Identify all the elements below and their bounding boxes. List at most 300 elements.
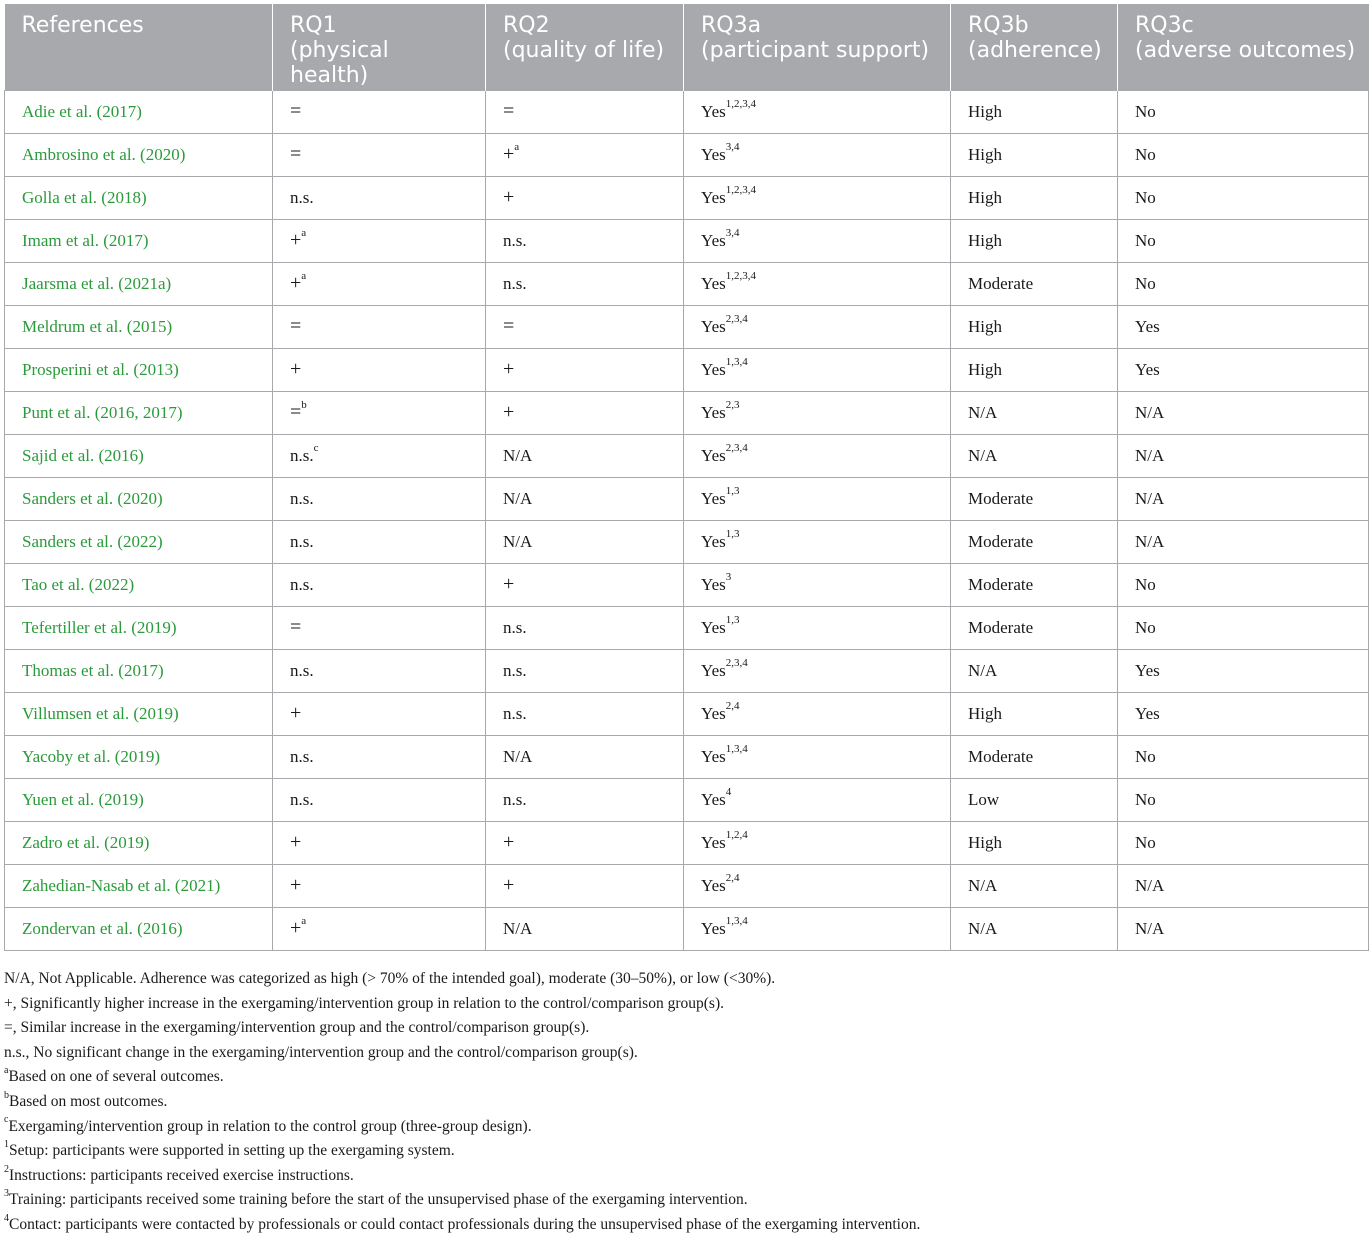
cell-reference — [5, 692, 273, 735]
adverse-value: No — [1135, 832, 1156, 852]
adherence-value: Moderate — [968, 574, 1034, 594]
reference-year-link[interactable]: 2017 — [108, 230, 143, 250]
cell-rq3b — [951, 477, 1118, 520]
cell-rq3c — [1118, 90, 1369, 133]
rq2-value: + — [503, 831, 515, 853]
rq2-value: N/A — [503, 918, 533, 938]
cell-rq3a — [684, 864, 951, 907]
adherence-value: N/A — [968, 402, 998, 422]
cell-rq3c — [1118, 176, 1369, 219]
footnote-text: Instructions: participants received exercise instructions. — [9, 1166, 354, 1184]
cell-rq3a — [684, 477, 951, 520]
footnote — [4, 1188, 1368, 1213]
cell-rq3a — [684, 176, 951, 219]
adverse-value: N/A — [1135, 531, 1165, 551]
reference-year-link[interactable]: 2017 — [123, 660, 158, 680]
support-footnote-markers: 1,3 — [725, 613, 740, 626]
cell-rq1 — [273, 692, 486, 735]
cell-rq2 — [486, 563, 684, 606]
support-value: Yes — [701, 660, 726, 680]
cell-reference — [5, 563, 273, 606]
cell-rq3c — [1118, 649, 1369, 692]
rq1-value: + — [290, 917, 302, 939]
support-value: Yes — [701, 187, 726, 207]
cell-rq2 — [486, 778, 684, 821]
rq2-value: + — [503, 186, 515, 208]
cell-reference — [5, 391, 273, 434]
table-row — [5, 133, 1369, 176]
rq1-value: = — [290, 401, 302, 423]
reference-authors: Sajid et al. ( — [22, 445, 105, 465]
cell-rq3b — [951, 649, 1118, 692]
cell-rq2 — [486, 477, 684, 520]
support-footnote-markers: 1,3,4 — [725, 742, 748, 755]
reference-year-link[interactable]: 2022 — [123, 531, 158, 551]
cell-rq3b — [951, 821, 1118, 864]
cell-rq3a — [684, 606, 951, 649]
cell-rq3a — [684, 520, 951, 563]
adherence-value: High — [968, 316, 1002, 336]
support-footnote-markers: 1,2,3,4 — [725, 97, 756, 110]
footnote — [4, 1065, 1368, 1090]
adverse-value: No — [1135, 273, 1156, 293]
rq2-value: n.s. — [503, 703, 527, 723]
adherence-value: High — [968, 230, 1002, 250]
cell-rq3a — [684, 391, 951, 434]
cell-rq3a — [684, 692, 951, 735]
adverse-value: Yes — [1135, 316, 1160, 336]
reference-year-link[interactable]: 2022 — [94, 574, 129, 594]
cell-reference — [5, 606, 273, 649]
cell-rq3a — [684, 563, 951, 606]
table-row — [5, 735, 1369, 778]
rq1-value: = — [290, 616, 302, 638]
support-footnote-markers: 2,4 — [725, 871, 740, 884]
cell-rq3a — [684, 219, 951, 262]
cell-rq1 — [273, 563, 486, 606]
rq1-value: = — [290, 315, 302, 337]
reference-close: ) — [166, 316, 173, 336]
cell-rq2 — [486, 520, 684, 563]
table-row — [5, 692, 1369, 735]
cell-rq2 — [486, 219, 684, 262]
table-row — [5, 520, 1369, 563]
rq2-value: n.s. — [503, 617, 527, 637]
footnote-marker: a — [4, 1065, 9, 1077]
cell-reference — [5, 520, 273, 563]
footnote-text: Training: participants received some training before the start of the unsupervised phase of the exergaming intervention. — [9, 1191, 748, 1209]
rq2-value: n.s. — [503, 230, 527, 250]
cell-rq3b — [951, 520, 1118, 563]
cell-rq3c — [1118, 391, 1369, 434]
support-footnote-markers: 1,2,3,4 — [725, 269, 756, 282]
cell-rq3c — [1118, 778, 1369, 821]
cell-rq2 — [486, 305, 684, 348]
cell-rq1 — [273, 434, 486, 477]
adherence-value: Moderate — [968, 273, 1034, 293]
support-value: Yes — [701, 101, 726, 121]
cell-rq2 — [486, 391, 684, 434]
cell-rq1 — [273, 477, 486, 520]
cell-rq3b — [951, 305, 1118, 348]
support-footnote-markers: 1,2,4 — [725, 828, 748, 841]
reference-year-link[interactable]: 2015 — [132, 316, 167, 336]
cell-rq2 — [486, 907, 684, 950]
header-rq3c: RQ3c (adverse outcomes) — [1118, 4, 1369, 90]
cell-rq3a — [684, 348, 951, 391]
reference-close: ) — [214, 875, 221, 895]
cell-rq1 — [273, 864, 486, 907]
adverse-value: No — [1135, 144, 1156, 164]
cell-rq3b — [951, 907, 1118, 950]
reference-close: ) — [143, 832, 150, 852]
footnote — [4, 1139, 1368, 1164]
footnote-text: Based on one of several outcomes. — [8, 1068, 224, 1086]
cell-rq2 — [486, 692, 684, 735]
support-footnote-markers: 3,4 — [725, 226, 740, 239]
reference-authors: Yuen et al. ( — [22, 789, 105, 809]
reference-authors: Ambrosino et al. ( — [22, 144, 146, 164]
cell-reference — [5, 348, 273, 391]
rq1-footnote-marker: a — [301, 270, 307, 283]
footnote — [4, 1164, 1368, 1189]
rq1-value: + — [290, 874, 302, 896]
cell-rq3b — [951, 176, 1118, 219]
cell-reference — [5, 477, 273, 520]
rq2-value: = — [503, 315, 515, 337]
cell-rq2 — [486, 176, 684, 219]
cell-rq3c — [1118, 563, 1369, 606]
footnote-text: +, Significantly higher increase in the exergaming/intervention group in relation to the control/comparison group(s). — [4, 994, 724, 1012]
reference-year-link[interactable]: 2013 — [139, 359, 174, 379]
header-rq3b: RQ3b (adherence) — [951, 4, 1118, 90]
cell-rq1 — [273, 391, 486, 434]
cell-rq2 — [486, 864, 684, 907]
adherence-value: N/A — [968, 445, 998, 465]
cell-rq3b — [951, 219, 1118, 262]
cell-rq3b — [951, 90, 1118, 133]
support-value: Yes — [701, 918, 726, 938]
cell-reference — [5, 90, 273, 133]
support-value: Yes — [701, 230, 726, 250]
footnote — [4, 1115, 1368, 1140]
reference-close: ) — [173, 703, 179, 723]
reference-close: ) — [136, 101, 142, 121]
rq1-footnote-marker: c — [313, 441, 319, 454]
rq1-value: n.s. — [290, 574, 314, 594]
rq1-value: n.s. — [290, 531, 314, 551]
cell-rq3c — [1118, 133, 1369, 176]
footnote — [4, 992, 1368, 1017]
reference-close: ) — [138, 445, 144, 465]
footnote-text: =, Similar increase in the exergaming/intervention group and the control/comparison group(s). — [4, 1019, 590, 1037]
reference-authors: Sanders et al. ( — [22, 531, 124, 551]
cell-rq3c — [1118, 477, 1369, 520]
adverse-value: No — [1135, 187, 1156, 207]
cell-rq2 — [486, 348, 684, 391]
cell-rq3b — [951, 864, 1118, 907]
reference-year-link[interactable]: 2021a — [123, 273, 166, 293]
adherence-value: Moderate — [968, 488, 1034, 508]
footnote-marker: 2 — [4, 1163, 9, 1175]
reference-year-link[interactable]: 2018 — [106, 187, 141, 207]
reference-authors: Thomas et al. ( — [22, 660, 124, 680]
support-footnote-markers: 4 — [725, 785, 732, 798]
footnote-marker: 1 — [4, 1139, 9, 1150]
adherence-value: Moderate — [968, 746, 1034, 766]
cell-rq1 — [273, 520, 486, 563]
adherence-value: Moderate — [968, 617, 1034, 637]
cell-rq3b — [951, 391, 1118, 434]
support-footnote-markers: 3,4 — [725, 140, 740, 153]
reference-authors: Golla et al. ( — [22, 187, 107, 207]
reference-year-link[interactable]: 2016, 2017 — [100, 402, 177, 422]
cell-rq2 — [486, 262, 684, 305]
reference-close: ) — [154, 746, 161, 766]
adverse-value: Yes — [1135, 660, 1160, 680]
cell-rq3a — [684, 133, 951, 176]
reference-year-link[interactable]: 2020 — [123, 488, 158, 508]
cell-rq2 — [486, 90, 684, 133]
cell-rq3c — [1118, 692, 1369, 735]
table-row — [5, 348, 1369, 391]
support-footnote-markers: 2,4 — [725, 699, 740, 712]
support-value: Yes — [701, 359, 726, 379]
rq1-value: = — [290, 143, 302, 165]
support-footnote-markers: 2,3,4 — [725, 656, 748, 669]
cell-rq3c — [1118, 348, 1369, 391]
cell-rq3a — [684, 262, 951, 305]
footnote-text: Contact: participants were contacted by professionals or could contact professionals during the unsupervised phase of the exergaming intervention. — [9, 1215, 921, 1233]
cell-rq3b — [951, 778, 1118, 821]
reference-year-link[interactable]: 2019 — [104, 789, 139, 809]
adverse-value: N/A — [1135, 918, 1165, 938]
cell-reference — [5, 735, 273, 778]
support-footnote-markers: 1,3 — [725, 527, 740, 540]
reference-close: ) — [142, 230, 149, 250]
rq2-value: + — [503, 573, 515, 595]
support-value: Yes — [701, 875, 726, 895]
rq1-value: + — [290, 229, 302, 251]
cell-rq3b — [951, 735, 1118, 778]
support-value: Yes — [701, 617, 726, 637]
reference-year-link[interactable]: 2019 — [139, 703, 174, 723]
results-table — [4, 4, 1369, 951]
table-row — [5, 907, 1369, 950]
footnote-text: Exergaming/intervention group in relation to the control group (three-group design). — [8, 1117, 532, 1135]
table-row — [5, 391, 1369, 434]
cell-rq1 — [273, 262, 486, 305]
adverse-value: Yes — [1135, 703, 1160, 723]
support-value: Yes — [701, 789, 726, 809]
footnote — [4, 1213, 1368, 1238]
reference-authors: Prosperini et al. ( — [22, 359, 140, 379]
table-row — [5, 821, 1369, 864]
reference-close: ) — [157, 531, 163, 551]
table-row — [5, 649, 1369, 692]
cell-rq3b — [951, 348, 1118, 391]
adverse-value: No — [1135, 574, 1156, 594]
support-value: Yes — [701, 144, 726, 164]
table-body — [5, 90, 1369, 950]
reference-year-link[interactable]: 2016 — [142, 918, 177, 938]
reference-close: ) — [138, 789, 144, 809]
footnote-text: n.s., No significant change in the exergaming/intervention group and the control/comparison group(s). — [4, 1043, 638, 1061]
rq2-value: N/A — [503, 746, 533, 766]
cell-rq2 — [486, 735, 684, 778]
cell-rq1 — [273, 90, 486, 133]
rq2-value: N/A — [503, 531, 533, 551]
reference-authors: Zadro et al. ( — [22, 832, 110, 852]
rq1-value: n.s. — [290, 746, 314, 766]
reference-year-link[interactable]: 2019 — [109, 832, 144, 852]
adverse-value: No — [1135, 746, 1156, 766]
support-value: Yes — [701, 531, 726, 551]
cell-rq3b — [951, 606, 1118, 649]
adverse-value: No — [1135, 101, 1156, 121]
header-rq3a: RQ3a (participant support) — [684, 4, 951, 90]
footnote-text: N/A, Not Applicable. Adherence was categorized as high (> 70% of the intended goal), moderate (30–50%), or low (<30%). — [4, 970, 776, 987]
footnote-marker: 4 — [4, 1212, 9, 1224]
reference-close: ) — [128, 574, 135, 594]
cell-rq3c — [1118, 907, 1369, 950]
cell-rq1 — [273, 219, 486, 262]
reference-year-link[interactable]: 2016 — [104, 445, 139, 465]
adverse-value: N/A — [1135, 445, 1165, 465]
cell-rq3c — [1118, 262, 1369, 305]
reference-close: ) — [176, 918, 183, 938]
support-footnote-markers: 2,3,4 — [725, 312, 748, 325]
table-row — [5, 606, 1369, 649]
cell-rq3c — [1118, 821, 1369, 864]
reference-year-link[interactable]: 2020 — [145, 144, 180, 164]
reference-year-link[interactable]: 2021 — [180, 875, 215, 895]
rq1-value: n.s. — [290, 187, 314, 207]
rq1-value: = — [290, 100, 302, 122]
reference-authors: Sanders et al. ( — [22, 488, 124, 508]
rq1-footnote-marker: a — [301, 915, 307, 928]
adverse-value: N/A — [1135, 875, 1165, 895]
table-row — [5, 176, 1369, 219]
cell-rq3c — [1118, 219, 1369, 262]
cell-reference — [5, 434, 273, 477]
footnote — [4, 1041, 1368, 1066]
reference-authors: Yacoby et al. ( — [22, 746, 121, 766]
cell-rq2 — [486, 133, 684, 176]
cell-rq1 — [273, 821, 486, 864]
adverse-value: N/A — [1135, 488, 1165, 508]
rq1-footnote-marker: a — [301, 227, 307, 240]
reference-authors: Zahedian-Nasab et al. ( — [22, 875, 181, 895]
table-row — [5, 864, 1369, 907]
rq2-value: = — [503, 100, 515, 122]
rq2-value: + — [503, 358, 515, 380]
cell-rq3c — [1118, 520, 1369, 563]
reference-authors: Meldrum et al. ( — [22, 316, 133, 336]
footnote — [4, 967, 1368, 992]
cell-rq3a — [684, 649, 951, 692]
reference-close: ) — [173, 359, 179, 379]
reference-close: ) — [157, 488, 163, 508]
reference-authors: Jaarsma et al. ( — [22, 273, 124, 293]
cell-rq3a — [684, 434, 951, 477]
adherence-value: High — [968, 832, 1002, 852]
adverse-value: N/A — [1135, 402, 1165, 422]
cell-reference — [5, 778, 273, 821]
cell-reference — [5, 176, 273, 219]
support-footnote-markers: 1,2,3,4 — [725, 183, 756, 196]
support-value: Yes — [701, 402, 726, 422]
support-footnote-markers: 2,3,4 — [725, 441, 748, 454]
table-row — [5, 778, 1369, 821]
cell-reference — [5, 907, 273, 950]
cell-reference — [5, 305, 273, 348]
cell-rq3a — [684, 305, 951, 348]
support-value: Yes — [701, 488, 726, 508]
support-footnote-markers: 1,3 — [725, 484, 740, 497]
rq2-value: + — [503, 874, 515, 896]
cell-rq1 — [273, 176, 486, 219]
cell-rq1 — [273, 649, 486, 692]
rq2-value: + — [503, 143, 515, 165]
reference-authors: Adie et al. ( — [22, 101, 103, 121]
footnote — [4, 1016, 1368, 1041]
support-value: Yes — [701, 703, 726, 723]
table-row — [5, 262, 1369, 305]
reference-close: ) — [165, 273, 172, 293]
reference-year-link[interactable]: 2019 — [136, 617, 171, 637]
cell-rq3a — [684, 907, 951, 950]
footnote-text: Setup: participants were supported in setting up the exergaming system. — [9, 1142, 455, 1160]
rq1-value: n.s. — [290, 445, 314, 465]
reference-authors: Punt et al. ( — [22, 402, 101, 422]
cell-rq3c — [1118, 606, 1369, 649]
cell-reference — [5, 133, 273, 176]
table-row — [5, 477, 1369, 520]
cell-rq3b — [951, 434, 1118, 477]
table-header-row — [5, 4, 1369, 90]
adherence-value: High — [968, 101, 1002, 121]
adherence-value: N/A — [968, 660, 998, 680]
rq1-footnote-marker: b — [301, 399, 307, 412]
cell-reference — [5, 262, 273, 305]
reference-year-link[interactable]: 2017 — [102, 101, 137, 121]
adherence-value: High — [968, 187, 1002, 207]
adherence-value: Low — [968, 789, 1000, 809]
support-value: Yes — [701, 574, 726, 594]
cell-rq1 — [273, 133, 486, 176]
cell-rq3b — [951, 692, 1118, 735]
support-value: Yes — [701, 316, 726, 336]
cell-rq3c — [1118, 305, 1369, 348]
support-value: Yes — [701, 746, 726, 766]
footnote-marker: c — [4, 1114, 9, 1126]
cell-rq3a — [684, 90, 951, 133]
adherence-value: N/A — [968, 875, 998, 895]
support-value: Yes — [701, 445, 726, 465]
footnote-text: Based on most outcomes. — [9, 1092, 168, 1110]
cell-rq1 — [273, 778, 486, 821]
support-footnote-markers: 2,3 — [725, 398, 740, 411]
rq2-value: N/A — [503, 445, 533, 465]
adherence-value: Moderate — [968, 531, 1034, 551]
reference-year-link[interactable]: 2019 — [120, 746, 155, 766]
reference-close: ) — [170, 617, 177, 637]
adverse-value: No — [1135, 789, 1156, 809]
rq1-value: + — [290, 702, 302, 724]
rq1-value: n.s. — [290, 789, 314, 809]
footnote-marker: b — [4, 1089, 9, 1101]
